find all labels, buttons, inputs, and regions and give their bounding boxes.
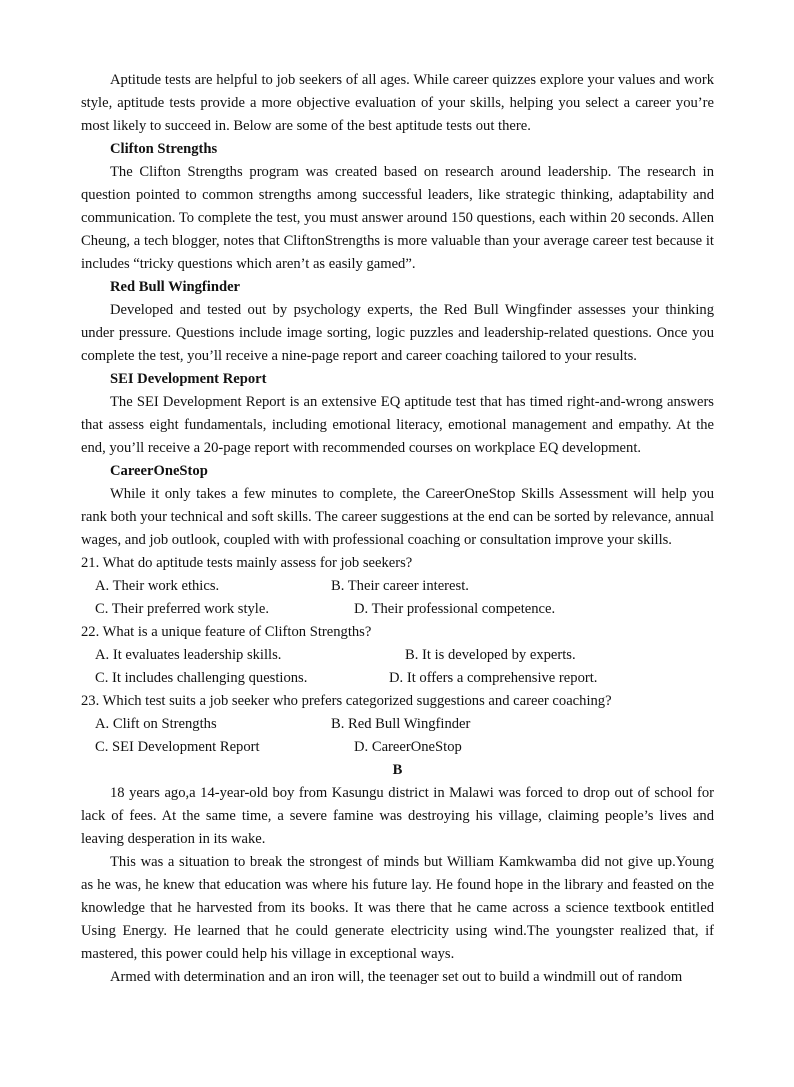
section-body-sei: The SEI Development Report is an extensive EQ aptitude test that has timed right-and-wrong answers that assess eight fundamentals, including emotional literacy, emotional management and empathy. At the end, you’ll receive a 20-page report with recommended courses on workplace EQ development.	[81, 394, 714, 456]
option-23-b: B. Red Bull Wingfinder	[331, 716, 471, 732]
question-21-options-row-1	[81, 575, 714, 598]
option-21-b: B. Their career interest.	[331, 578, 469, 594]
option-22-c: C. It includes challenging questions.	[95, 670, 308, 686]
document-page	[81, 69, 714, 989]
question-21-stem: 21. What do aptitude tests mainly assess for job seekers?	[81, 555, 413, 571]
option-23-c: C. SEI Development Report	[95, 739, 260, 755]
question-23-options-row-2	[81, 736, 714, 759]
section-heading-careeronestop: CareerOneStop	[110, 463, 208, 479]
option-21-c: C. Their preferred work style.	[95, 601, 269, 617]
passage-b-paragraph-2: This was a situation to break the strongest of minds but William Kamkwamba did not give up.Young as he was, he knew that education was where his future lay. He found hope in the library and feasted on the knowledge that he harvested from its books. It was there that he came across a science textbook entitled Using Energy. He learned that he could generate electricity using wind.The youngster realized that, if mastered, this power could help his village in exceptional ways.	[81, 854, 714, 962]
passage-b-paragraph-1: 18 years ago,a 14-year-old boy from Kasungu district in Malawi was forced to drop out of school for lack of fees. At the same time, a severe famine was destroying his village, claiming people’s lives and leaving desperation in its wake.	[81, 785, 714, 847]
question-23-options-row-1	[81, 713, 714, 736]
question-21-options-row-2	[81, 598, 714, 621]
question-22-options-row-1	[81, 644, 714, 667]
option-21-d: D. Their professional competence.	[354, 601, 556, 617]
passage-b-paragraph-3: Armed with determination and an iron will, the teenager set out to build a windmill out of random	[110, 969, 683, 985]
option-22-a: A. It evaluates leadership skills.	[95, 647, 282, 663]
question-22-options-row-2	[81, 667, 714, 690]
passage-b-letter: B	[392, 762, 403, 778]
section-body-clifton: The Clifton Strengths program was created based on research around leadership. The research in question pointed to common strengths among successful leaders, like strategic thinking, adaptability and communication. To complete the test, you must answer around 150 questions, each within 20 seconds. Allen Cheung, a tech blogger, notes that CliftonStrengths is more valuable than your average career test because it includes “tricky questions which aren’t as easily gamed”.	[81, 164, 714, 272]
question-23-stem: 23. Which test suits a job seeker who prefers categorized suggestions and career coaching?	[81, 693, 612, 709]
section-body-careeronestop: While it only takes a few minutes to complete, the CareerOneStop Skills Assessment will help you rank both your technical and soft skills. The career suggestions at the end can be sorted by relevance, annual wages, and job outlook, coupled with with professional coaching or consultation improve your skills.	[81, 486, 714, 548]
option-22-d: D. It offers a comprehensive report.	[389, 670, 598, 686]
section-heading-wingfinder: Red Bull Wingfinder	[110, 279, 241, 295]
option-21-a: A. Their work ethics.	[95, 578, 220, 594]
question-22-stem: 22. What is a unique feature of Clifton Strengths?	[81, 624, 372, 640]
intro-paragraph: Aptitude tests are helpful to job seekers of all ages. While career quizzes explore your values and work style, aptitude tests provide a more objective evaluation of your skills, helping you select a career you’re most likely to succeed in. Below are some of the best aptitude tests out there.	[81, 72, 714, 134]
section-heading-clifton: Clifton Strengths	[110, 141, 218, 157]
option-23-d: D. CareerOneStop	[354, 739, 462, 755]
option-22-b: B. It is developed by experts.	[405, 647, 576, 663]
section-heading-sei: SEI Development Report	[110, 371, 267, 387]
section-body-wingfinder: Developed and tested out by psychology experts, the Red Bull Wingfinder assesses your thinking under pressure. Questions include image sorting, logic puzzles and leadership-related questions. Once you complete the test, you’ll receive a nine-page report and career coaching tailored to your results.	[81, 302, 714, 364]
option-23-a: A. Clift on Strengths	[95, 716, 217, 732]
